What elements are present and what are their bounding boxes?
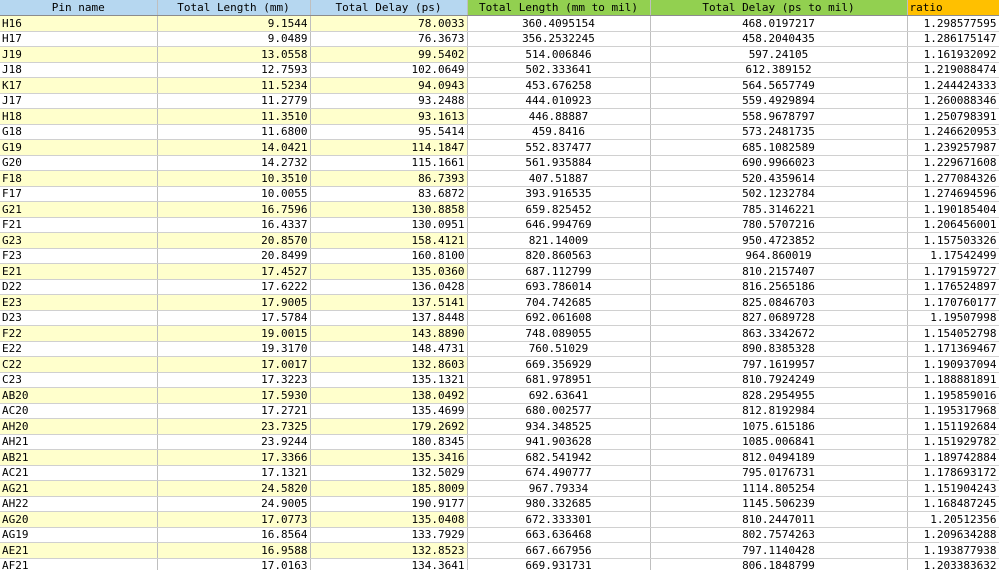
- total-length-mm-cell[interactable]: 11.3510: [157, 109, 310, 125]
- ratio-cell[interactable]: 1.246620953: [907, 124, 999, 140]
- table-body: [0, 16, 999, 570]
- total-delay-mil-cell[interactable]: 950.4723852: [650, 233, 907, 249]
- total-length-mm-cell[interactable]: 9.0489: [157, 31, 310, 47]
- total-length-mil-cell[interactable]: 680.002577: [467, 403, 650, 419]
- pin-name-cell[interactable]: C22: [0, 357, 157, 373]
- total-delay-ps-cell[interactable]: 180.8345: [310, 434, 467, 450]
- total-delay-mil-cell[interactable]: 810.7924249: [650, 372, 907, 388]
- total-delay-ps-cell[interactable]: 185.8009: [310, 481, 467, 497]
- total-length-mil-cell[interactable]: 561.935884: [467, 155, 650, 171]
- pin-name-cell[interactable]: J17: [0, 93, 157, 109]
- pin-name-cell[interactable]: F17: [0, 186, 157, 202]
- total-delay-mil-cell[interactable]: 812.0494189: [650, 450, 907, 466]
- total-delay-ps-cell[interactable]: 78.0033: [310, 16, 467, 32]
- total-length-mil-cell[interactable]: 692.061608: [467, 310, 650, 326]
- total-delay-ps-cell[interactable]: 83.6872: [310, 186, 467, 202]
- total-delay-mil-cell[interactable]: 827.0689728: [650, 310, 907, 326]
- total-length-mil-cell[interactable]: 552.837477: [467, 140, 650, 156]
- table-row: [0, 233, 999, 249]
- total-delay-ps-cell[interactable]: 135.0360: [310, 264, 467, 280]
- total-delay-mil-cell[interactable]: 520.4359614: [650, 171, 907, 187]
- total-length-mm-cell[interactable]: 24.5820: [157, 481, 310, 497]
- ratio-cell[interactable]: 1.195317968: [907, 403, 999, 419]
- total-length-mil-cell[interactable]: 669.356929: [467, 357, 650, 373]
- pin-name-cell[interactable]: K17: [0, 78, 157, 94]
- ratio-cell[interactable]: 1.20512356: [907, 512, 999, 528]
- total-length-mm-cell[interactable]: 16.7596: [157, 202, 310, 218]
- total-length-mil-cell[interactable]: 674.490777: [467, 465, 650, 481]
- total-length-mil-cell[interactable]: 681.978951: [467, 372, 650, 388]
- pin-name-cell[interactable]: F22: [0, 326, 157, 342]
- pin-name-cell[interactable]: G21: [0, 202, 157, 218]
- total-delay-ps-cell[interactable]: 99.5402: [310, 47, 467, 63]
- ratio-cell[interactable]: 1.209634288: [907, 527, 999, 543]
- pin-name-cell[interactable]: G20: [0, 155, 157, 171]
- pin-name-cell[interactable]: AH22: [0, 496, 157, 512]
- total-length-mil-cell[interactable]: 941.903628: [467, 434, 650, 450]
- pin-name-cell[interactable]: E23: [0, 295, 157, 311]
- total-delay-ps-cell[interactable]: 148.4731: [310, 341, 467, 357]
- total-length-mil-cell[interactable]: 444.010923: [467, 93, 650, 109]
- total-length-mm-cell[interactable]: 19.0015: [157, 326, 310, 342]
- total-delay-mil-cell[interactable]: 780.5707216: [650, 217, 907, 233]
- total-length-mm-cell[interactable]: 17.5930: [157, 388, 310, 404]
- table-row: [0, 155, 999, 171]
- total-delay-ps-cell[interactable]: 132.8603: [310, 357, 467, 373]
- total-delay-ps-cell[interactable]: 137.8448: [310, 310, 467, 326]
- table-row: [0, 341, 999, 357]
- total-length-mm-cell[interactable]: 11.6800: [157, 124, 310, 140]
- ratio-cell[interactable]: 1.17542499: [907, 248, 999, 264]
- total-delay-ps-cell[interactable]: 136.0428: [310, 279, 467, 295]
- total-delay-mil-cell[interactable]: 468.0197217: [650, 16, 907, 32]
- ratio-cell[interactable]: 1.176524897: [907, 279, 999, 295]
- header-total-length-mil[interactable]: Total Length (mm to mil): [467, 0, 650, 16]
- total-length-mil-cell[interactable]: 704.742685: [467, 295, 650, 311]
- total-delay-ps-cell[interactable]: 130.0951: [310, 217, 467, 233]
- ratio-cell[interactable]: 1.286175147: [907, 31, 999, 47]
- total-delay-ps-cell[interactable]: 76.3673: [310, 31, 467, 47]
- pin-name-cell[interactable]: AC21: [0, 465, 157, 481]
- total-length-mil-cell[interactable]: 934.348525: [467, 419, 650, 435]
- total-length-mil-cell[interactable]: 407.51887: [467, 171, 650, 187]
- table-row: [0, 558, 999, 570]
- total-delay-ps-cell[interactable]: 132.5029: [310, 465, 467, 481]
- pin-name-cell[interactable]: AC20: [0, 403, 157, 419]
- total-delay-mil-cell[interactable]: 816.2565186: [650, 279, 907, 295]
- pin-name-cell[interactable]: AH20: [0, 419, 157, 435]
- pin-name-cell[interactable]: J18: [0, 62, 157, 78]
- table-row: [0, 186, 999, 202]
- total-delay-ps-cell[interactable]: 135.0408: [310, 512, 467, 528]
- total-delay-mil-cell[interactable]: 795.0176731: [650, 465, 907, 481]
- pin-name-cell[interactable]: AB20: [0, 388, 157, 404]
- total-length-mil-cell[interactable]: 356.2532245: [467, 31, 650, 47]
- total-length-mm-cell[interactable]: 17.0163: [157, 558, 310, 570]
- ratio-cell[interactable]: 1.274694596: [907, 186, 999, 202]
- total-length-mm-cell[interactable]: 17.2721: [157, 403, 310, 419]
- total-delay-ps-cell[interactable]: 115.1661: [310, 155, 467, 171]
- total-length-mm-cell[interactable]: 16.8564: [157, 527, 310, 543]
- total-length-mil-cell[interactable]: 821.14009: [467, 233, 650, 249]
- table-row: [0, 310, 999, 326]
- pin-name-cell[interactable]: G19: [0, 140, 157, 156]
- ratio-cell[interactable]: 1.190937094: [907, 357, 999, 373]
- ratio-cell[interactable]: 1.151192684: [907, 419, 999, 435]
- ratio-cell[interactable]: 1.244424333: [907, 78, 999, 94]
- ratio-cell[interactable]: 1.229671608: [907, 155, 999, 171]
- total-length-mm-cell[interactable]: 11.5234: [157, 78, 310, 94]
- pin-name-cell[interactable]: AE21: [0, 543, 157, 559]
- total-length-mm-cell[interactable]: 10.3510: [157, 171, 310, 187]
- total-length-mm-cell[interactable]: 17.4527: [157, 264, 310, 280]
- ratio-cell[interactable]: 1.206456001: [907, 217, 999, 233]
- pin-name-cell[interactable]: AH21: [0, 434, 157, 450]
- table-row: [0, 62, 999, 78]
- total-length-mil-cell[interactable]: 820.860563: [467, 248, 650, 264]
- total-delay-ps-cell[interactable]: 95.5414: [310, 124, 467, 140]
- ratio-cell[interactable]: 1.260088346: [907, 93, 999, 109]
- total-delay-mil-cell[interactable]: 690.9966023: [650, 155, 907, 171]
- total-delay-mil-cell[interactable]: 812.8192984: [650, 403, 907, 419]
- total-delay-mil-cell[interactable]: 785.3146221: [650, 202, 907, 218]
- ratio-cell[interactable]: 1.161932092: [907, 47, 999, 63]
- table-row: [0, 47, 999, 63]
- ratio-cell[interactable]: 1.190185404: [907, 202, 999, 218]
- total-delay-ps-cell[interactable]: 86.7393: [310, 171, 467, 187]
- total-length-mm-cell[interactable]: 16.4337: [157, 217, 310, 233]
- ratio-cell[interactable]: 1.170760177: [907, 295, 999, 311]
- total-length-mm-cell[interactable]: 17.0773: [157, 512, 310, 528]
- total-delay-ps-cell[interactable]: 179.2692: [310, 419, 467, 435]
- total-delay-ps-cell[interactable]: 190.9177: [310, 496, 467, 512]
- pin-name-cell[interactable]: G23: [0, 233, 157, 249]
- table-row: [0, 512, 999, 528]
- total-delay-ps-cell[interactable]: 114.1847: [310, 140, 467, 156]
- table-row: [0, 527, 999, 543]
- total-length-mil-cell[interactable]: 980.332685: [467, 496, 650, 512]
- pin-name-cell[interactable]: AG19: [0, 527, 157, 543]
- total-delay-mil-cell[interactable]: 597.24105: [650, 47, 907, 63]
- total-delay-mil-cell[interactable]: 1075.615186: [650, 419, 907, 435]
- ratio-cell[interactable]: 1.298577595: [907, 16, 999, 32]
- table-row: [0, 403, 999, 419]
- pin-name-cell[interactable]: AG21: [0, 481, 157, 497]
- total-delay-ps-cell[interactable]: 135.3416: [310, 450, 467, 466]
- total-length-mm-cell[interactable]: 17.6222: [157, 279, 310, 295]
- total-length-mm-cell[interactable]: 20.8570: [157, 233, 310, 249]
- ratio-cell[interactable]: 1.239257987: [907, 140, 999, 156]
- total-delay-mil-cell[interactable]: 828.2954955: [650, 388, 907, 404]
- total-length-mil-cell[interactable]: 693.786014: [467, 279, 650, 295]
- table-row: [0, 450, 999, 466]
- table-row: [0, 326, 999, 342]
- total-delay-mil-cell[interactable]: 1145.506239: [650, 496, 907, 512]
- ratio-cell[interactable]: 1.277084326: [907, 171, 999, 187]
- total-delay-mil-cell[interactable]: 797.1619957: [650, 357, 907, 373]
- total-delay-ps-cell[interactable]: 132.8523: [310, 543, 467, 559]
- table-row: [0, 109, 999, 125]
- total-delay-ps-cell[interactable]: 160.8100: [310, 248, 467, 264]
- table-row: [0, 372, 999, 388]
- header-total-delay-mil[interactable]: Total Delay (ps to mil): [650, 0, 907, 16]
- total-delay-mil-cell[interactable]: 612.389152: [650, 62, 907, 78]
- total-length-mil-cell[interactable]: 692.63641: [467, 388, 650, 404]
- total-delay-ps-cell[interactable]: 133.7929: [310, 527, 467, 543]
- total-delay-mil-cell[interactable]: 1085.006841: [650, 434, 907, 450]
- total-length-mil-cell[interactable]: 967.79334: [467, 481, 650, 497]
- pin-name-cell[interactable]: F23: [0, 248, 157, 264]
- total-length-mm-cell[interactable]: 13.0558: [157, 47, 310, 63]
- total-length-mm-cell[interactable]: 17.3366: [157, 450, 310, 466]
- total-length-mm-cell[interactable]: 17.3223: [157, 372, 310, 388]
- total-delay-mil-cell[interactable]: 964.860019: [650, 248, 907, 264]
- total-length-mil-cell[interactable]: 393.916535: [467, 186, 650, 202]
- total-length-mm-cell[interactable]: 17.5784: [157, 310, 310, 326]
- table-row: [0, 124, 999, 140]
- ratio-cell[interactable]: 1.157503326: [907, 233, 999, 249]
- total-length-mm-cell[interactable]: 16.9588: [157, 543, 310, 559]
- total-delay-mil-cell[interactable]: 502.1232784: [650, 186, 907, 202]
- total-length-mm-cell[interactable]: 11.2779: [157, 93, 310, 109]
- total-delay-ps-cell[interactable]: 137.5141: [310, 295, 467, 311]
- total-delay-ps-cell[interactable]: 135.1321: [310, 372, 467, 388]
- total-length-mm-cell[interactable]: 20.8499: [157, 248, 310, 264]
- ratio-cell[interactable]: 1.151904243: [907, 481, 999, 497]
- pin-name-cell[interactable]: AG20: [0, 512, 157, 528]
- ratio-cell[interactable]: 1.178693172: [907, 465, 999, 481]
- table-row: [0, 140, 999, 156]
- total-length-mil-cell[interactable]: 514.006846: [467, 47, 650, 63]
- total-delay-mil-cell[interactable]: 806.1848799: [650, 558, 907, 570]
- total-length-mm-cell[interactable]: 23.7325: [157, 419, 310, 435]
- table-row: [0, 78, 999, 94]
- table-row: [0, 388, 999, 404]
- total-delay-mil-cell[interactable]: 810.2447011: [650, 512, 907, 528]
- pin-name-cell[interactable]: E22: [0, 341, 157, 357]
- table-row: [0, 496, 999, 512]
- total-delay-mil-cell[interactable]: 825.0846703: [650, 295, 907, 311]
- total-delay-mil-cell[interactable]: 458.2040435: [650, 31, 907, 47]
- total-length-mm-cell[interactable]: 17.0017: [157, 357, 310, 373]
- total-delay-mil-cell[interactable]: 559.4929894: [650, 93, 907, 109]
- table-row: [0, 248, 999, 264]
- total-length-mm-cell[interactable]: 10.0055: [157, 186, 310, 202]
- pin-name-cell[interactable]: H17: [0, 31, 157, 47]
- table-row: [0, 465, 999, 481]
- total-length-mm-cell[interactable]: 12.7593: [157, 62, 310, 78]
- total-delay-ps-cell[interactable]: 135.4699: [310, 403, 467, 419]
- ratio-cell[interactable]: 1.195859016: [907, 388, 999, 404]
- ratio-cell[interactable]: 1.250798391: [907, 109, 999, 125]
- total-length-mil-cell[interactable]: 360.4095154: [467, 16, 650, 32]
- table-row: [0, 171, 999, 187]
- table-row: [0, 279, 999, 295]
- total-delay-ps-cell[interactable]: 94.0943: [310, 78, 467, 94]
- ratio-cell[interactable]: 1.154052798: [907, 326, 999, 342]
- pin-name-cell[interactable]: D22: [0, 279, 157, 295]
- total-length-mm-cell[interactable]: 19.3170: [157, 341, 310, 357]
- total-delay-mil-cell[interactable]: 573.2481735: [650, 124, 907, 140]
- pin-name-cell[interactable]: F18: [0, 171, 157, 187]
- total-length-mil-cell[interactable]: 446.88887: [467, 109, 650, 125]
- total-length-mil-cell[interactable]: 669.931731: [467, 558, 650, 570]
- pin-name-cell[interactable]: J19: [0, 47, 157, 63]
- total-length-mm-cell[interactable]: 24.9005: [157, 496, 310, 512]
- total-delay-ps-cell[interactable]: 93.1613: [310, 109, 467, 125]
- total-delay-mil-cell[interactable]: 564.5657749: [650, 78, 907, 94]
- total-delay-mil-cell[interactable]: 797.1140428: [650, 543, 907, 559]
- pin-name-cell[interactable]: C23: [0, 372, 157, 388]
- ratio-cell[interactable]: 1.171369467: [907, 341, 999, 357]
- total-length-mil-cell[interactable]: 687.112799: [467, 264, 650, 280]
- table-row: [0, 543, 999, 559]
- total-length-mil-cell[interactable]: 667.667956: [467, 543, 650, 559]
- total-delay-ps-cell[interactable]: 158.4121: [310, 233, 467, 249]
- header-total-length-mm[interactable]: Total Length (mm): [157, 0, 310, 16]
- ratio-cell[interactable]: 1.151929782: [907, 434, 999, 450]
- total-delay-mil-cell[interactable]: 863.3342672: [650, 326, 907, 342]
- total-length-mil-cell[interactable]: 453.676258: [467, 78, 650, 94]
- total-length-mil-cell[interactable]: 748.089055: [467, 326, 650, 342]
- header-row: [0, 0, 999, 16]
- total-length-mil-cell[interactable]: 760.51029: [467, 341, 650, 357]
- total-delay-mil-cell[interactable]: 890.8385328: [650, 341, 907, 357]
- table-row: [0, 357, 999, 373]
- total-length-mm-cell[interactable]: 9.1544: [157, 16, 310, 32]
- pin-name-cell[interactable]: D23: [0, 310, 157, 326]
- total-length-mm-cell[interactable]: 23.9244: [157, 434, 310, 450]
- pin-name-cell[interactable]: F21: [0, 217, 157, 233]
- total-length-mil-cell[interactable]: 663.636468: [467, 527, 650, 543]
- total-delay-ps-cell[interactable]: 143.8890: [310, 326, 467, 342]
- pin-name-cell[interactable]: AF21: [0, 558, 157, 570]
- pin-name-cell[interactable]: H16: [0, 16, 157, 32]
- ratio-cell[interactable]: 1.193877938: [907, 543, 999, 559]
- ratio-cell[interactable]: 1.168487245: [907, 496, 999, 512]
- header-ratio[interactable]: ratio: [907, 0, 999, 16]
- ratio-cell[interactable]: 1.19507998: [907, 310, 999, 326]
- pin-name-cell[interactable]: AB21: [0, 450, 157, 466]
- table-row: [0, 31, 999, 47]
- table-row: [0, 93, 999, 109]
- ratio-cell[interactable]: 1.219088474: [907, 62, 999, 78]
- table-row: [0, 202, 999, 218]
- total-delay-ps-cell[interactable]: 138.0492: [310, 388, 467, 404]
- pin-name-cell[interactable]: E21: [0, 264, 157, 280]
- total-length-mil-cell[interactable]: 646.994769: [467, 217, 650, 233]
- table-row: [0, 217, 999, 233]
- total-delay-ps-cell[interactable]: 130.8858: [310, 202, 467, 218]
- total-length-mil-cell[interactable]: 459.8416: [467, 124, 650, 140]
- total-delay-mil-cell[interactable]: 802.7574263: [650, 527, 907, 543]
- total-delay-mil-cell[interactable]: 1114.805254: [650, 481, 907, 497]
- total-length-mil-cell[interactable]: 659.825452: [467, 202, 650, 218]
- table-row: [0, 16, 999, 32]
- total-delay-ps-cell[interactable]: 93.2488: [310, 93, 467, 109]
- total-delay-ps-cell[interactable]: 134.3641: [310, 558, 467, 570]
- total-length-mil-cell[interactable]: 502.333641: [467, 62, 650, 78]
- total-delay-mil-cell[interactable]: 810.2157407: [650, 264, 907, 280]
- table-row: [0, 264, 999, 280]
- pin-name-cell[interactable]: H18: [0, 109, 157, 125]
- header-total-delay-ps[interactable]: Total Delay (ps): [310, 0, 467, 16]
- total-length-mm-cell[interactable]: 14.2732: [157, 155, 310, 171]
- ratio-cell[interactable]: 1.189742884: [907, 450, 999, 466]
- total-length-mm-cell[interactable]: 17.1321: [157, 465, 310, 481]
- total-delay-ps-cell[interactable]: 102.0649: [310, 62, 467, 78]
- total-length-mm-cell[interactable]: 17.9005: [157, 295, 310, 311]
- ratio-cell[interactable]: 1.188881891: [907, 372, 999, 388]
- table-row: [0, 434, 999, 450]
- header-pin-name[interactable]: Pin name: [0, 0, 157, 16]
- total-delay-mil-cell[interactable]: 558.9678797: [650, 109, 907, 125]
- pin-name-cell[interactable]: G18: [0, 124, 157, 140]
- table-row: [0, 481, 999, 497]
- ratio-cell[interactable]: 1.203383632: [907, 558, 999, 570]
- table-row: [0, 295, 999, 311]
- total-length-mil-cell[interactable]: 682.541942: [467, 450, 650, 466]
- total-length-mm-cell[interactable]: 14.0421: [157, 140, 310, 156]
- table-row: [0, 419, 999, 435]
- ratio-cell[interactable]: 1.179159727: [907, 264, 999, 280]
- total-delay-mil-cell[interactable]: 685.1082589: [650, 140, 907, 156]
- total-length-mil-cell[interactable]: 672.333301: [467, 512, 650, 528]
